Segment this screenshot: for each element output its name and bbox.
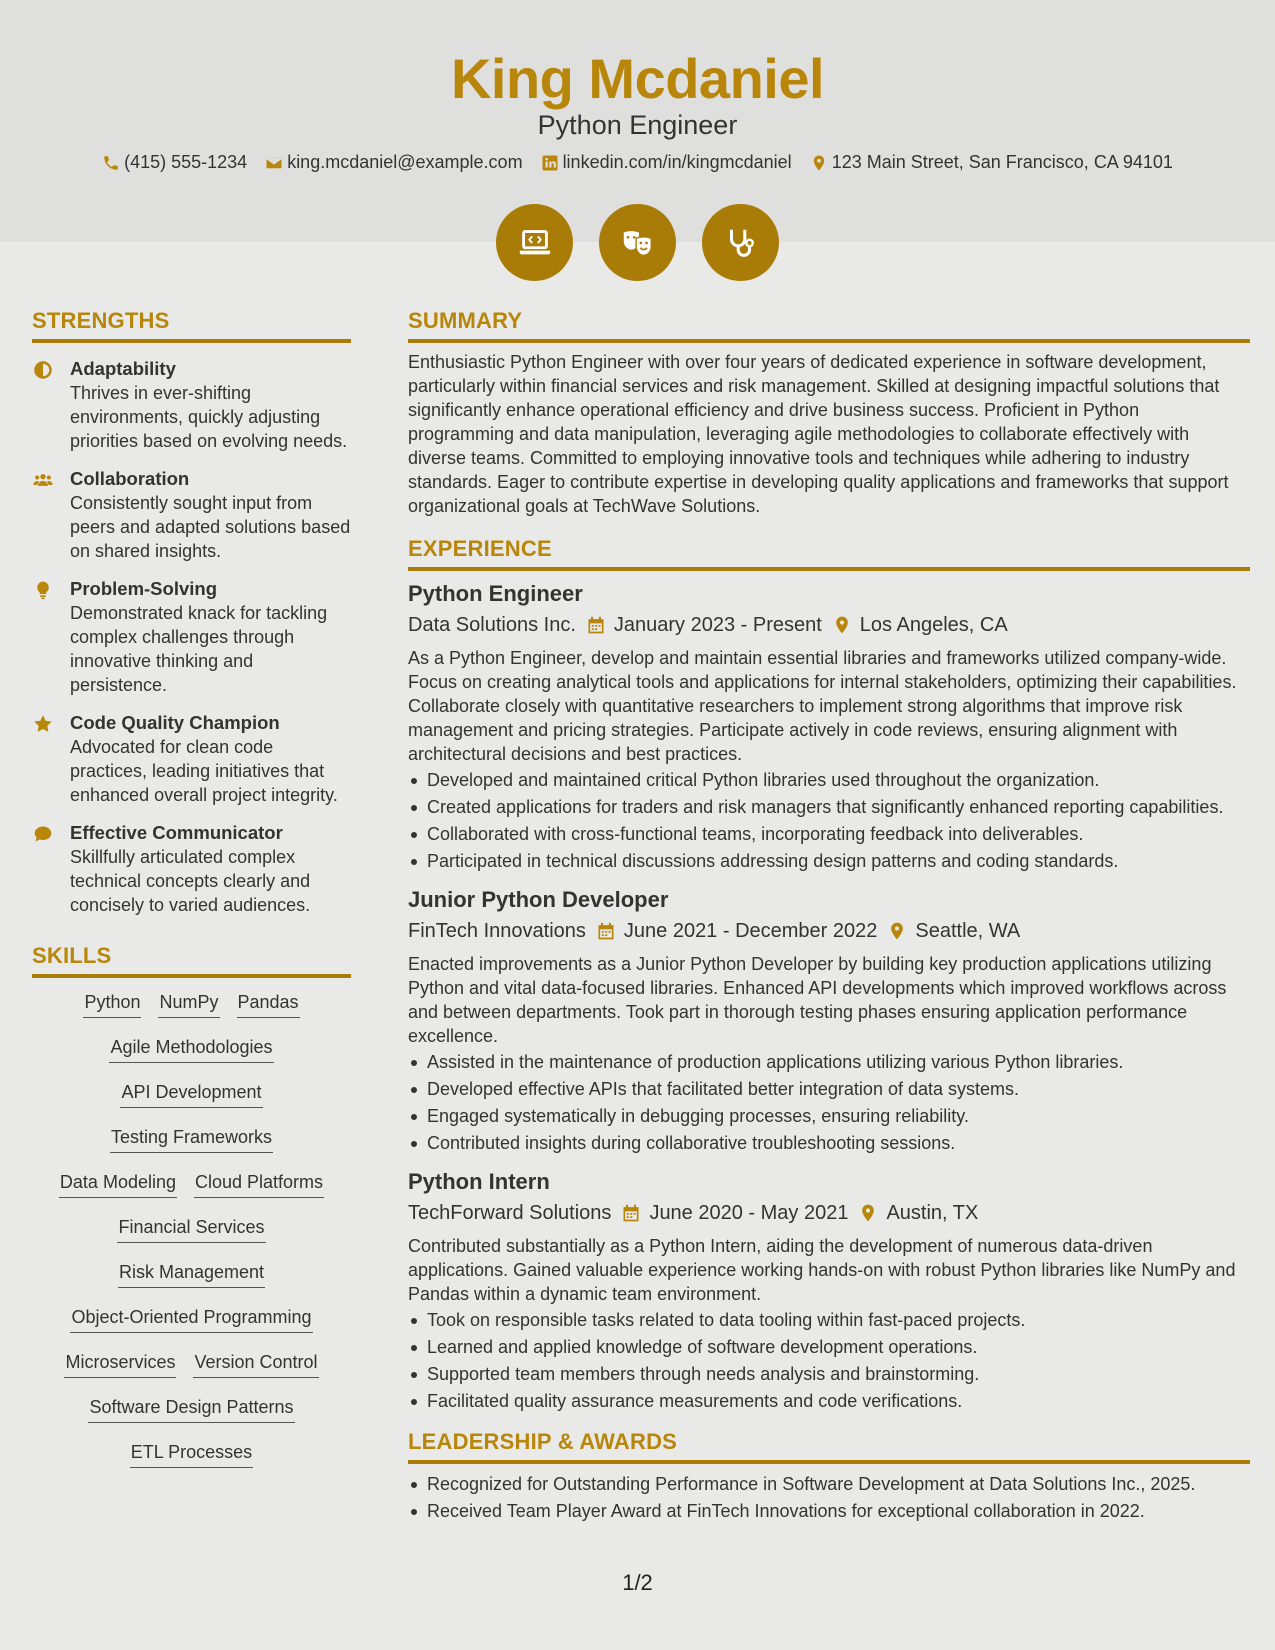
- strength-title: Collaboration: [70, 468, 190, 489]
- skill-tag: Risk Management: [118, 1260, 265, 1288]
- job-company: TechForward Solutions: [408, 1202, 612, 1224]
- linkedin-icon: [541, 154, 559, 172]
- stethoscope-icon: [722, 224, 760, 262]
- skill-tag: Object-Oriented Programming: [70, 1305, 312, 1333]
- half-circle-icon: [32, 360, 54, 380]
- calendar-icon: [621, 1203, 641, 1223]
- job-title: Python Engineer: [408, 581, 583, 606]
- interest-badge-coding: [496, 204, 573, 281]
- strength-item: [32, 467, 351, 563]
- skill-tag: Python: [83, 990, 141, 1018]
- contact-linkedin[interactable]: [541, 152, 792, 173]
- job-meta: [408, 916, 1250, 946]
- job-bullets: [408, 768, 1250, 873]
- list-item: Supported team members through needs analysis and brainstorming.: [408, 1362, 1250, 1386]
- job-title: Junior Python Developer: [408, 887, 669, 912]
- strength-item: [32, 357, 351, 453]
- summary-text: Enthusiastic Python Engineer with over four years of dedicated experience in software development, particularly within financial services and risk management. Skilled at designing impactful solutions that significantly enhance operational efficiency and drive business success. Proficient in Python programming and data manipulation, leveraging agile methodologies to collaborate effectively with diverse teams. Committed to employing innovative tools and techniques while adhering to industry standards. Eager to contribute expertise in developing quality applications and frameworks that support organizational goals at TechWave Solutions.: [408, 352, 1229, 516]
- job-dates: January 2023 - Present: [613, 614, 822, 636]
- email-text: king.mcdaniel@example.com: [287, 152, 523, 172]
- contact-address: [810, 152, 1173, 173]
- strength-desc: Demonstrated knack for tackling complex challenges through innovative thinking and persistence.: [70, 603, 328, 695]
- theater-masks-icon: [619, 224, 657, 262]
- list-item: Participated in technical discussions addressing design patterns and coding standards.: [408, 849, 1250, 873]
- calendar-icon: [596, 921, 616, 941]
- contact-email[interactable]: [265, 152, 522, 173]
- strength-desc: Advocated for clean code practices, leading initiatives that enhanced overall project integrity.: [70, 737, 338, 805]
- skills-list: [32, 990, 351, 1485]
- job-company: FinTech Innovations: [408, 920, 586, 942]
- summary-heading: SUMMARY: [408, 308, 1250, 343]
- job-meta: [408, 1198, 1250, 1228]
- job-entry: [408, 1167, 1250, 1413]
- awards-heading: LEADERSHIP & AWARDS: [408, 1429, 1250, 1464]
- experience-heading: EXPERIENCE: [408, 536, 1250, 571]
- job-location: Los Angeles, CA: [859, 614, 1008, 636]
- skill-tag: Cloud Platforms: [194, 1170, 324, 1198]
- phone-text: (415) 555-1234: [124, 152, 248, 172]
- job-location: Seattle, WA: [915, 920, 1021, 942]
- map-pin-icon: [832, 615, 852, 635]
- comment-icon: [32, 824, 54, 844]
- list-item: Contributed insights during collaborative troubleshooting sessions.: [408, 1131, 1250, 1155]
- list-item: Learned and applied knowledge of software development operations.: [408, 1335, 1250, 1359]
- left-column: [32, 308, 351, 1485]
- interest-badge-medicine: [702, 204, 779, 281]
- map-pin-icon: [887, 921, 907, 941]
- strength-title: Adaptability: [70, 358, 176, 379]
- map-pin-icon: [858, 1203, 878, 1223]
- skill-tag: Software Design Patterns: [88, 1395, 294, 1423]
- skill-tag: Testing Frameworks: [110, 1125, 273, 1153]
- awards-list: [408, 1472, 1250, 1523]
- envelope-icon: [265, 154, 283, 172]
- phone-icon: [102, 154, 120, 172]
- list-item: Created applications for traders and risk managers that significantly enhanced reporting capabilities.: [408, 795, 1250, 819]
- interest-badges: [0, 204, 1275, 281]
- skill-tag: Data Modeling: [59, 1170, 177, 1198]
- strength-item: [32, 821, 351, 917]
- list-item: Assisted in the maintenance of production applications utilizing various Python libraries.: [408, 1050, 1250, 1074]
- strength-title: Problem-Solving: [70, 578, 217, 599]
- laptop-code-icon: [516, 224, 554, 262]
- skill-tag: Microservices: [64, 1350, 176, 1378]
- job-company: Data Solutions Inc.: [408, 614, 576, 636]
- list-item: Recognized for Outstanding Performance in Software Development at Data Solutions Inc., 2025.: [408, 1472, 1250, 1496]
- job-description: As a Python Engineer, develop and maintain essential libraries and frameworks utilized company-wide. Focus on creating analytical tools and applications for internal stakeholders, optimizing their capabilities. Collaborate closely with quantitative researchers to implement strong algorithms that improve risk management and pricing strategies. Participate actively in code reviews, ensuring alignment with architectural decisions and best practices.: [408, 648, 1237, 764]
- strength-desc: Consistently sought input from peers and adapted solutions based on shared insights.: [70, 493, 351, 561]
- users-icon: [32, 470, 54, 490]
- address-text: 123 Main Street, San Francisco, CA 94101: [831, 152, 1173, 172]
- page-number: 1/2: [622, 1570, 653, 1595]
- job-bullets: [408, 1050, 1250, 1155]
- strength-desc: Thrives in ever-shifting environments, quickly adjusting priorities based on evolving needs.: [70, 383, 348, 451]
- strength-item: [32, 577, 351, 697]
- calendar-icon: [586, 615, 606, 635]
- strength-item: [32, 711, 351, 807]
- skill-tag: NumPy: [158, 990, 219, 1018]
- candidate-name: King Mcdaniel: [450, 47, 825, 110]
- contact-bar: [0, 152, 1275, 173]
- linkedin-text: linkedin.com/in/kingmcdaniel: [562, 152, 792, 172]
- job-entry: [408, 579, 1250, 873]
- list-item: Took on responsible tasks related to data tooling within fast-paced projects.: [408, 1308, 1250, 1332]
- skill-tag: Pandas: [237, 990, 300, 1018]
- contact-phone[interactable]: [102, 152, 247, 173]
- job-title: Python Intern: [408, 1169, 550, 1194]
- skills-heading: SKILLS: [32, 943, 351, 978]
- job-meta: [408, 610, 1250, 640]
- strength-desc: Skillfully articulated complex technical concepts clearly and concisely to varied audiences.: [70, 847, 311, 915]
- job-description: Contributed substantially as a Python Intern, aiding the development of numerous data-driven applications. Gained valuable experience working hands-on with robust Python libraries like NumPy and Pandas within a dynamic team environment.: [408, 1236, 1236, 1304]
- job-description: Enacted improvements as a Junior Python Developer by building key production applications utilizing Python and vital data-focused libraries. Enhanced API developments which improved workflows across and between departments. Took part in thorough testing phases ensuring application performance excellence.: [408, 954, 1227, 1046]
- skill-tag: Financial Services: [117, 1215, 265, 1243]
- strength-title: Effective Communicator: [70, 822, 283, 843]
- skill-tag: Agile Methodologies: [109, 1035, 273, 1063]
- job-entry: [408, 885, 1250, 1155]
- skill-tag: Version Control: [193, 1350, 318, 1378]
- strengths-heading: STRENGTHS: [32, 308, 351, 343]
- map-pin-icon: [810, 154, 828, 172]
- job-dates: June 2021 - December 2022: [623, 920, 878, 942]
- job-dates: June 2020 - May 2021: [649, 1202, 849, 1224]
- job-bullets: [408, 1308, 1250, 1413]
- right-column: [408, 308, 1250, 1526]
- list-item: Engaged systematically in debugging processes, ensuring reliability.: [408, 1104, 1250, 1128]
- skill-tag: ETL Processes: [130, 1440, 253, 1468]
- list-item: Developed effective APIs that facilitated better integration of data systems.: [408, 1077, 1250, 1101]
- lightbulb-icon: [32, 580, 54, 600]
- star-icon: [32, 714, 54, 734]
- job-location: Austin, TX: [886, 1202, 979, 1224]
- skill-tag: API Development: [120, 1080, 262, 1108]
- list-item: Facilitated quality assurance measurements and code verifications.: [408, 1389, 1250, 1413]
- list-item: Developed and maintained critical Python libraries used throughout the organization.: [408, 768, 1250, 792]
- list-item: Received Team Player Award at FinTech Innovations for exceptional collaboration in 2022.: [408, 1499, 1250, 1523]
- list-item: Collaborated with cross-functional teams, incorporating feedback into deliverables.: [408, 822, 1250, 846]
- candidate-title: Python Engineer: [537, 110, 738, 140]
- interest-badge-theater: [599, 204, 676, 281]
- strength-title: Code Quality Champion: [70, 712, 280, 733]
